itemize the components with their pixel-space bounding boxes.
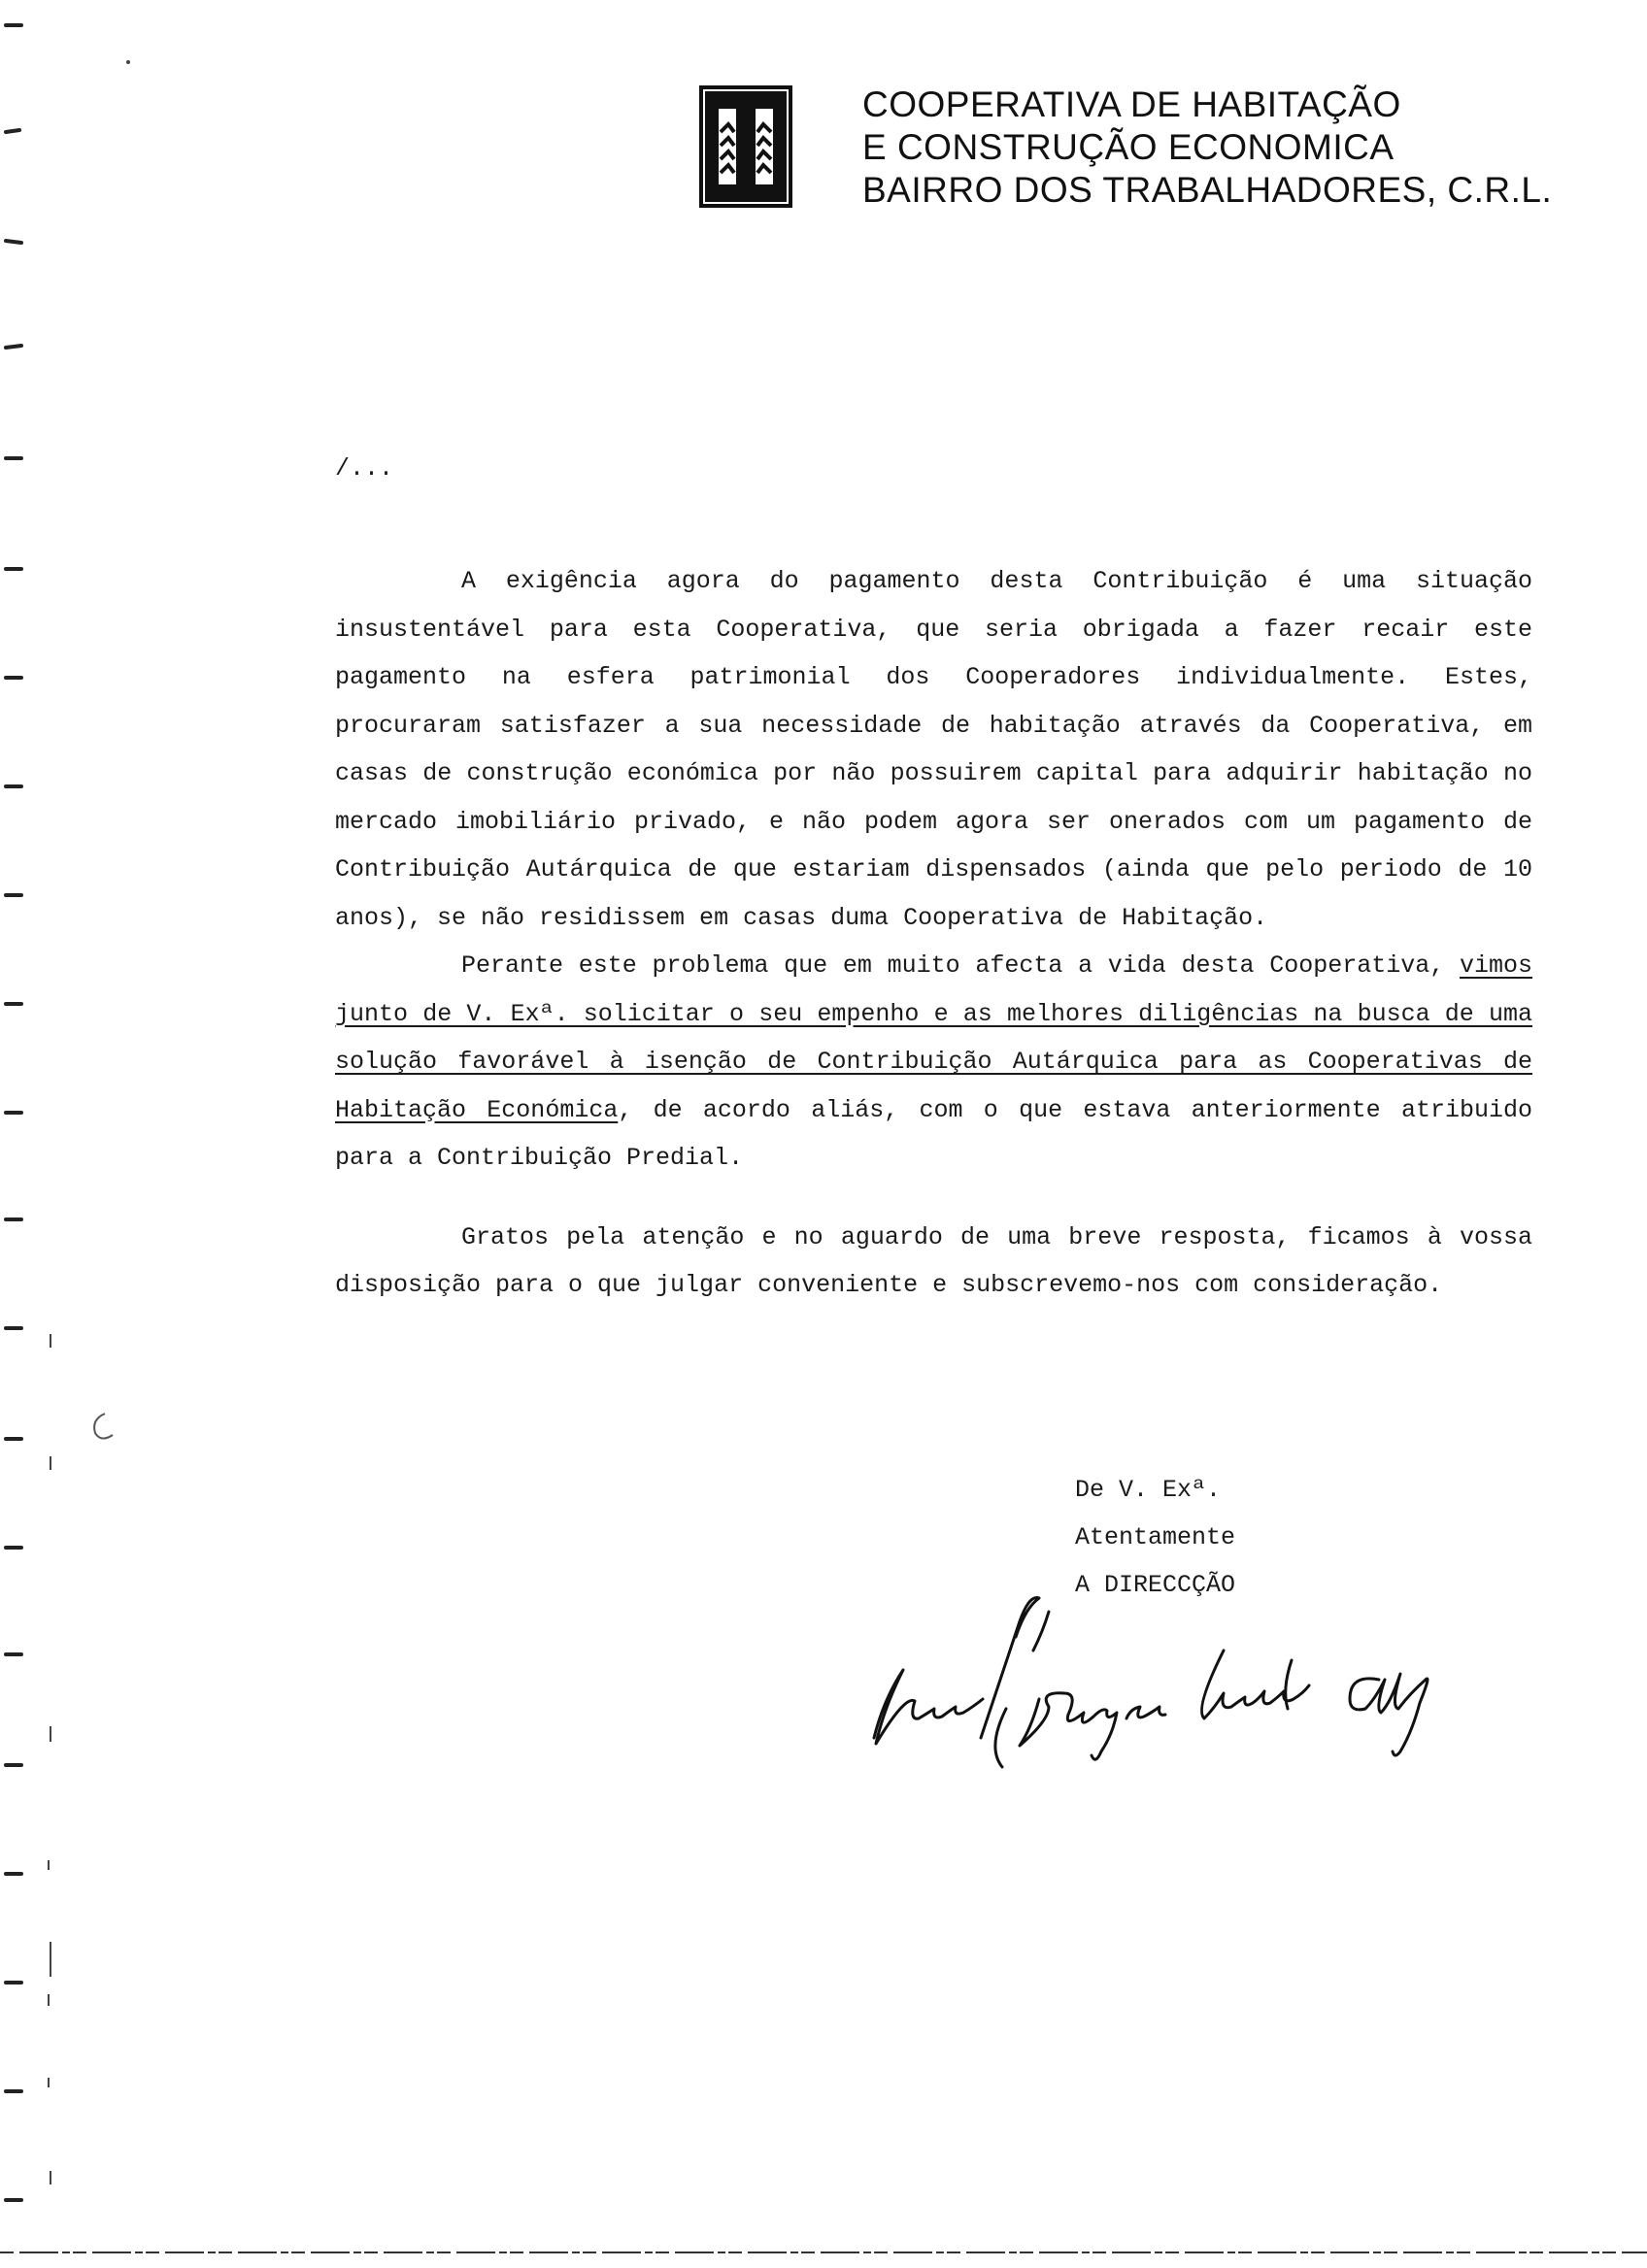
paragraph-1: A exigência agora do pagamento desta Contribuição é uma situação insustentável para esta Cooperativa, que seria obrigada a fazer recair este pagamento na esfera patrimonial dos Cooperadores individualmente. Estes, procuraram satisfazer a sua necessidade de habitação através da Cooperativa, em casas de construção económica por não possuirem capital para adquirir habitação no mercado imobiliário privado, e não podem agora ser onerados com um pagamento de Contribuição Autárquica de que estariam dispensados (ainda que pelo periodo de 10 anos), se não residissem em casas duma Cooperativa de Habitação. [335, 567, 1532, 932]
binder-marks [0, 0, 136, 2268]
org-name-line-1: COOPERATIVA DE HABITAÇÃO [862, 84, 1401, 124]
paragraph-3: Gratos pela atenção e no aguardo de uma breve resposta, ficamos à vossa disposição para o que julgar conveniente e subscrevemo-nos com consideração. [335, 1222, 1532, 1299]
org-name-line-2: E CONSTRUÇÃO ECONOMICA [862, 127, 1395, 167]
closing-signatory: A DIRECCÇÃO [1075, 1571, 1236, 1599]
page-bottom-edge [0, 2251, 1647, 2254]
letter-body [335, 557, 1532, 1310]
paragraph-2-end: , de acordo aliás, com o que estava anteriormente atribuido para a Contribuição Predial. [335, 1095, 1532, 1172]
closing-salutation: De V. Exª. [1075, 1476, 1222, 1504]
paragraph-2 [335, 942, 1532, 1183]
paragraph-2-underlined: vimos junto de V. Exª. solicitar o seu empenho e as melhores diligências na busca de uma solução favorável à isenção de Contribuição Autárquica para as Cooperativas de Habitação Económica [335, 951, 1532, 1124]
continuation-mark: /... [335, 454, 394, 483]
cooperative-logo-icon [699, 85, 792, 208]
closing-regards: Atentamente [1075, 1523, 1236, 1551]
handwritten-signature [835, 1592, 1515, 1786]
org-name-line-3: BAIRRO DOS TRABALHADORES, C.R.L. [862, 170, 1553, 210]
closing-block [1075, 1466, 1235, 1609]
organization-name [862, 83, 1600, 212]
paragraph-2-intro: Perante este problema que em muito afecta a vida desta Cooperativa, [461, 951, 1445, 980]
